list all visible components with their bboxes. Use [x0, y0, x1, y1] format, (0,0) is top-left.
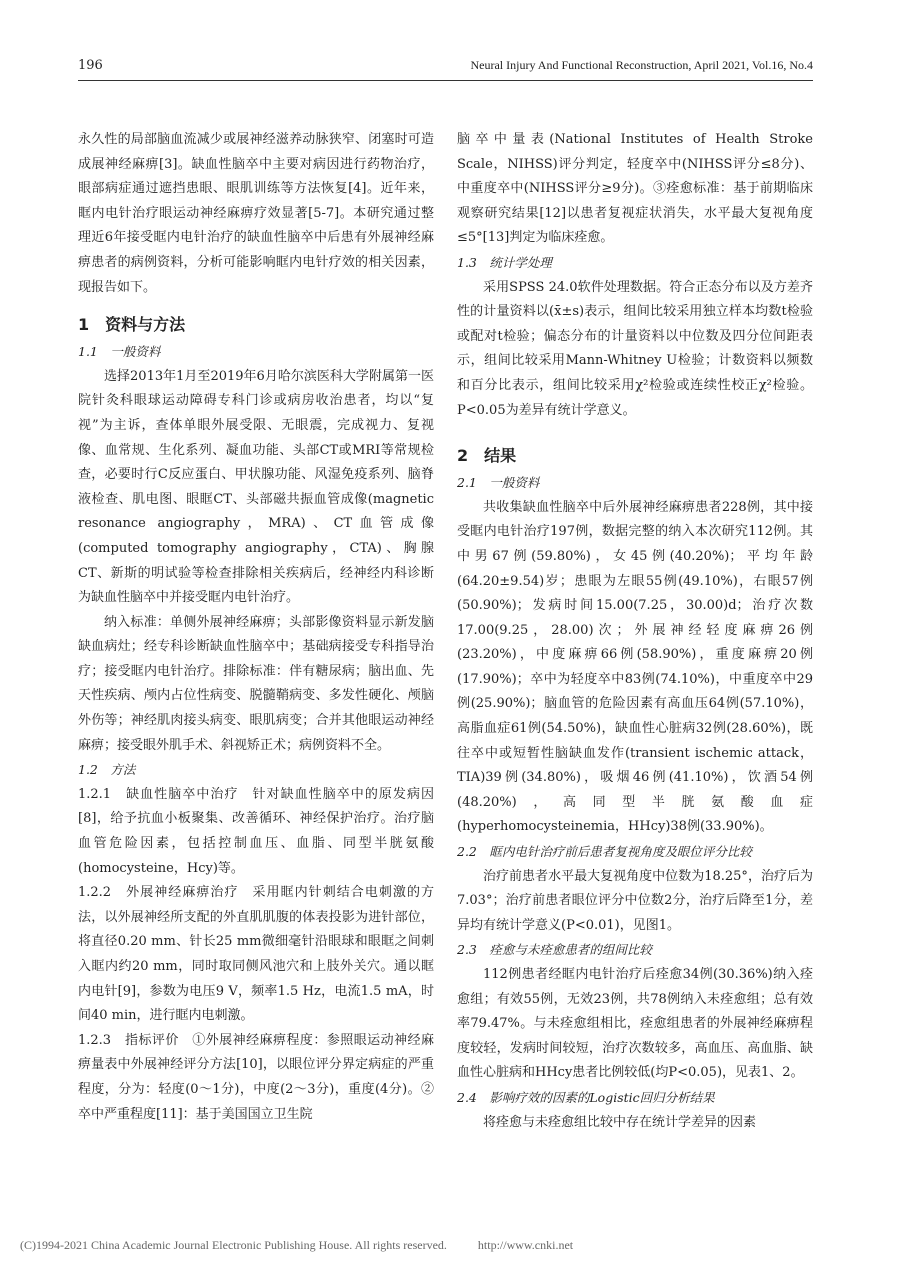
section-heading: 1 资料与方法	[78, 315, 186, 335]
subsection-heading: 2.1 一般资料	[457, 475, 540, 491]
body-paragraph: 脑卒中量表(National Institutes of Health Stroke Scale，NIHSS)评分判定，轻度卒中(NIHSS评分≤8分)、中重度卒中(NIHSS评分≥9分)。③痊愈标准：基于前期临床观察研究结果[12]以患者复视症状消失，水平最大复视角度≤5°[13]判定为临床痊愈。	[457, 132, 813, 246]
subsection-heading: 1.2 方法	[78, 762, 136, 778]
page-footer	[20, 1238, 880, 1253]
subsection-heading: 2.3 痊愈与未痊愈患者的组间比较	[457, 942, 652, 958]
body-paragraph: 共收集缺血性脑卒中后外展神经麻痹患者228例，其中接受眶内电针治疗197例，数据完整的纳入本次研究112例。其中男67例(59.80%)，女45例(40.20%)；平均年龄(64.20±9.54)岁；患眼为左眼55例(49.10%)，右眼57例(50.90%)；发病时间15.00(7.25，30.00)d；治疗次数17.00(9.25，28.00)次；外展神经轻度麻痹26例(23.20%)，中度麻痹66例(58.90%)，重度麻痹20例(17.90%)；卒中为轻度卒中83例(74.10%)，中重度卒中29例(25.90%)；脑血管的危险因素有高血压64例(57.10%)，高脂血症61例(54.50%)，缺血性心脏病32例(28.60%)，既往卒中或短暂性脑缺血发作(transient ischemic attack，TIA)39例(34.80%)，吸烟46例(41.10%)，饮酒54例(48.20%)，高同型半胱氨酸血症(hyperhomocysteinemia，HHcy)38例(33.90%)。	[457, 499, 813, 835]
section-heading: 2 结果	[457, 446, 517, 466]
subsection-heading: 2.2 眶内电针治疗前后患者复视角度及眼位评分比较	[457, 844, 752, 860]
right-column	[457, 128, 813, 1135]
intro-paragraph: 永久性的局部脑血流减少或展神经滋养动脉狭窄、闭塞时可造成展神经麻痹[3]。缺血性脑卒中主要对病因进行药物治疗，眼部病症通过遮挡患眼、眼肌训练等方法恢复[4]。近年来，眶内电针治疗眼运动神经麻痹疗效显著[5-7]。本研究通过整理近6年接受眶内电针治疗的缺血性脑卒中后患有外展神经麻痹患者的病例资料，分析可能影响眶内电针疗效的相关因素，现报告如下。	[78, 132, 434, 295]
header-rule	[78, 80, 813, 81]
running-header	[78, 58, 813, 80]
body-paragraph: 1.2.3 指标评价 ①外展神经麻痹程度：参照眼运动神经麻痹量表中外展神经评分方法[10]，以眼位评分界定病症的严重程度，分为：轻度(0～1分)，中度(2～3分)，重度(4分)。②卒中严重程度[11]：基于美国国立卫生院	[78, 1032, 434, 1122]
body-paragraph: 1.2.1 缺血性脑卒中治疗 针对缺血性脑卒中的原发病因[8]，给予抗血小板聚集、改善循环、神经保护治疗。治疗脑血管危险因素，包括控制血压、血脂、同型半胱氨酸(homocysteine，Hcy)等。	[78, 786, 434, 876]
body-paragraph: 采用SPSS 24.0软件处理数据。符合正态分布以及方差齐性的计量资料以(x̄±s)表示，组间比较采用独立样本均数t检验或配对t检验；偏态分布的计量资料以中位数及四分位间距表示，组间比较采用Mann-Whitney U检验；计数资料以频数和百分比表示，组间比较采用χ²检验或连续性校正χ²检验。P<0.05为差异有统计学意义。	[457, 279, 813, 418]
footer-link[interactable]: http://www.cnki.net	[477, 1238, 574, 1252]
subsection-heading: 1.1 一般资料	[78, 344, 161, 360]
body-paragraph: 治疗前患者水平最大复视角度中位数为18.25°，治疗后为7.03°；治疗前患者眼位评分中位数2分，治疗后降至1分，差异均有统计学意义(P<0.01)，见图1。	[457, 868, 813, 933]
body-paragraph: 选择2013年1月至2019年6月哈尔滨医科大学附属第一医院针灸科眼球运动障碍专科门诊或病房收治患者，均以“复视”为主诉，查体单眼外展受限、无眼震，完成视力、复视像、血常规、生化系列、凝血功能、头部CT或MRI等常规检查，必要时行C反应蛋白、甲状腺功能、风湿免疫系列、脑脊液检查、肌电图、眼眶CT、头部磁共振血管成像(magnetic resonance angiography，MRA)、CT血管成像(computed tomography angiography，CTA)、胸腺CT、新斯的明试验等检查排除相关疾病后，经神经内科诊断为缺血性脑卒中并接受眶内电针治疗。	[78, 368, 434, 606]
left-column	[78, 128, 434, 1127]
body-paragraph: 112例患者经眶内电针治疗后痊愈34例(30.36%)纳入痊愈组；有效55例，无效23例，共78例纳入未痊愈组；总有效率79.47%。与未痊愈组相比，痊愈组患者的外展神经麻痹程度较轻，发病时间较短，治疗次数较多，高血压、高血脂、缺血性心脏病和HHcy患者比例较低(均P<0.05)，见表1、2。	[457, 967, 813, 1081]
copyright-notice: (C)1994-2021 China Academic Journal Electronic Publishing House. All rights reserved.	[20, 1238, 447, 1252]
journal-citation: Neural Injury And Functional Reconstruction, April 2021, Vol.16, No.4	[470, 58, 813, 72]
body-paragraph: 1.2.2 外展神经麻痹治疗 采用眶内针刺结合电刺激的方法，以外展神经所支配的外直肌肌腹的体表投影为进针部位，将直径0.20 mm、针长25 mm微细毫针沿眼球和眼眶之间刺入眶内约20 mm，同时取同侧风池穴和上肢外关穴。通以眶内电针[9]，参数为电压9 V，频率1.5 Hz，电流1.5 mA，时间40 min，进行眶内电刺激。	[78, 885, 434, 1024]
body-paragraph: 将痊愈与未痊愈组比较中存在统计学差异的因素	[483, 1114, 757, 1130]
subsection-heading: 2.4 影响疗效的因素的Logistic回归分析结果	[457, 1089, 715, 1105]
page-number: 196	[78, 58, 103, 73]
body-paragraph: 纳入标准：单侧外展神经麻痹；头部影像资料显示新发脑缺血病灶；经专科诊断缺血性脑卒中；基础病接受专科指导治疗；接受眶内电针治疗。排除标准：伴有糖尿病；脑出血、先天性疾病、颅内占位性病变、脱髓鞘病变、多发性硬化、颅脑外伤等；神经肌肉接头病变、眼肌病变；合并其他眼运动神经麻痹；接受眼外肌手术、斜视矫正术；病例资料不全。	[78, 614, 434, 753]
subsection-heading: 1.3 统计学处理	[457, 254, 552, 270]
